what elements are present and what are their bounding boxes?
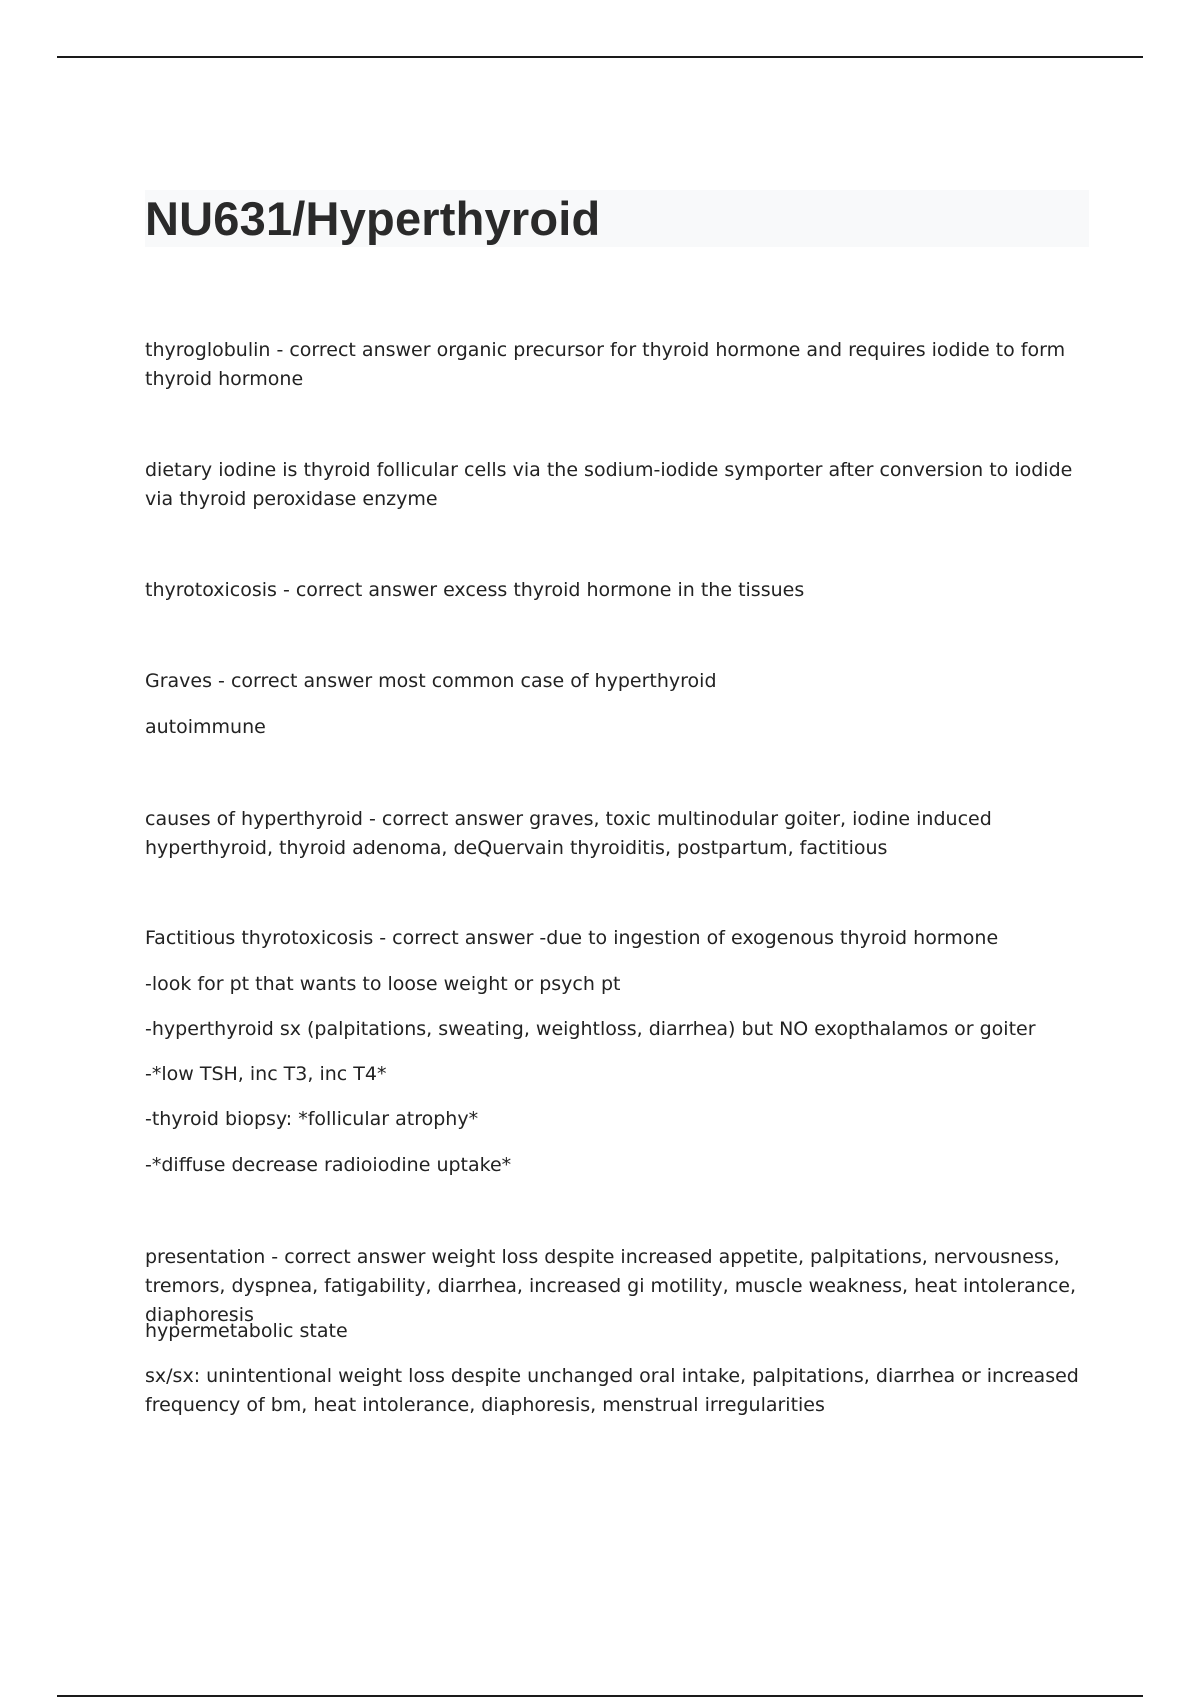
paragraph-sx: sx/sx: unintentional weight loss despite unchanged oral intake, palpitations, diarrhea or increased frequency of bm, heat intolerance, diaphoresis, menstrual irregularities (145, 1365, 1079, 1416)
paragraph-hypermetabolic: hypermetabolic state (145, 1320, 348, 1342)
paragraph-factitious-look-for: -look for pt that wants to loose weight or psych pt (145, 973, 621, 995)
paragraph-presentation: presentation - correct answer weight loss despite increased appetite, palpitations, nervousness, tremors, dyspnea, fatigability, diarrhea, increased gi motility, muscle weakness, heat intolerance, diaphoresis (145, 1246, 1077, 1326)
top-divider (57, 56, 1143, 58)
paragraph-factitious-biopsy: -thyroid biopsy: *follicular atrophy* (145, 1108, 479, 1130)
paragraph-causes: causes of hyperthyroid - correct answer graves, toxic multinodular goiter, iodine induced hyperthyroid, thyroid adenoma, deQuervain thyroiditis, postpartum, factitious (145, 808, 992, 859)
paragraph-thyroglobulin: thyroglobulin - correct answer organic precursor for thyroid hormone and requires iodide to form thyroid hormone (145, 339, 1066, 390)
page-title: NU631/Hyperthyroid (145, 192, 601, 245)
paragraph-factitious-sx: -hyperthyroid sx (palpitations, sweating, weightloss, diarrhea) but NO exopthalamos or goiter (145, 1018, 1036, 1040)
paragraph-factitious-labs: -*low TSH, inc T3, inc T4* (145, 1063, 387, 1085)
paragraph-dietary-iodine: dietary iodine is thyroid follicular cells via the sodium-iodide symporter after conversion to iodide via thyroid peroxidase enzyme (145, 459, 1073, 510)
paragraph-factitious-uptake: -*diffuse decrease radioiodine uptake* (145, 1154, 512, 1176)
paragraph-thyrotoxicosis: thyrotoxicosis - correct answer excess thyroid hormone in the tissues (145, 579, 805, 601)
paragraph-factitious: Factitious thyrotoxicosis - correct answer -due to ingestion of exogenous thyroid hormone (145, 927, 999, 949)
paragraph-autoimmune: autoimmune (145, 716, 266, 738)
bottom-divider (57, 1695, 1143, 1697)
paragraph-graves: Graves - correct answer most common case of hyperthyroid (145, 670, 717, 692)
